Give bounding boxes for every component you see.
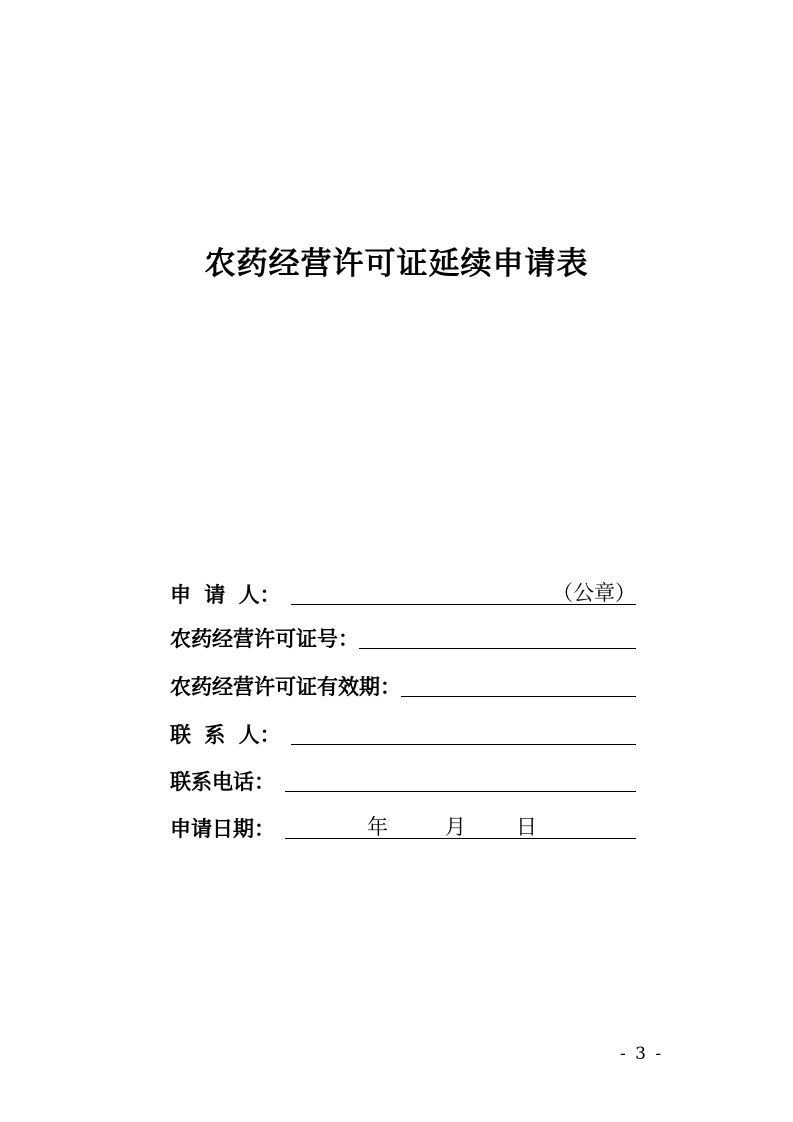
document-title: 农药经营许可证延续申请表 (204, 246, 589, 282)
license-validity-row (170, 674, 636, 700)
contact-person-blank (291, 722, 636, 745)
page-number: - 3 - (620, 1044, 662, 1064)
contact-phone-row (170, 769, 636, 795)
license-number-row (170, 626, 636, 652)
applicant-label: 申 请 人： (170, 582, 281, 607)
contact-phone-blank (285, 769, 636, 792)
date-month: 月 (445, 815, 466, 839)
application-date-label: 申请日期： (170, 816, 275, 841)
date-year: 年 (367, 815, 388, 839)
contact-person-label: 联 系 人： (170, 722, 281, 747)
applicant-row (170, 582, 636, 608)
license-validity-blank (401, 674, 636, 697)
date-day: 日 (516, 815, 537, 839)
license-number-blank (359, 626, 636, 649)
contact-phone-label: 联系电话： (170, 769, 275, 794)
contact-person-row (170, 722, 636, 748)
application-date-row (170, 816, 636, 842)
license-number-label: 农药经营许可证号： (170, 626, 359, 651)
applicant-blank (291, 582, 636, 605)
application-date-blank (285, 816, 636, 839)
official-seal-note: （公章） (552, 581, 636, 605)
license-validity-label: 农药经营许可证有效期： (170, 674, 401, 699)
